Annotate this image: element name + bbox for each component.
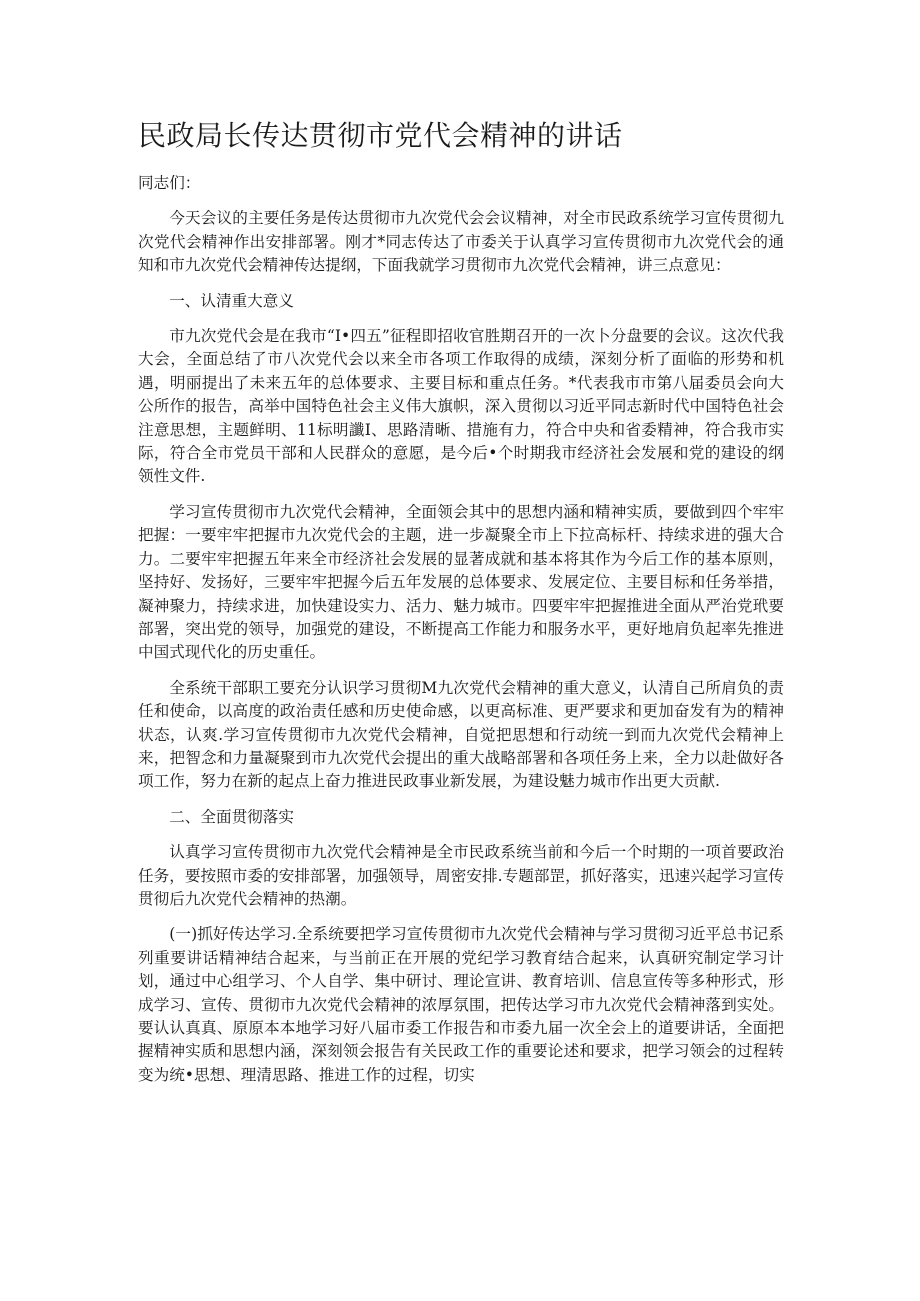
section-heading-1: 一、认清重大意义: [169, 291, 294, 310]
paragraph-intro: 今天会议的主要任务是传达贯彻市九次党代会会议精神，对全市民政系统学习宣传贯彻九次党代会精神作出安排部署。刚才*同志传达了市委关于认真学习宣传贯彻市九次党代会的通知和市九次党代会精神传达提纲，下面我就学习贯彻市九次党代会精神，讲三点意见：: [138, 209, 784, 275]
document-body: [138, 172, 784, 1099]
paragraph: (一)抓好传达学习.全系统要把学习宣传贯彻市九次党代会精神与学习贯彻习近平总书记系列重要讲话精神结合起来，与当前正在开展的党纪学习教育结合起来，认真研究制定学习计划，通过中心组学习、个人自学、集中研讨、理论宣讲、教育培训、信息宣传等多种形式，形成学习、宣传、贯彻市九次党代会精神的浓厚氛围，把传达学习市九次党代会精神落到实处。要认认真真、原原本本地学习好八届市委工作报告和市委九届一次全会上的道要讲话，全面把握精神实质和思想内涵，深刻领会报告有关民政工作的重要论述和要求，把学习领会的过程转变为统•思想、理清思路、推进工作的过程，切实: [138, 925, 784, 1084]
paragraph: 学习宣传贯彻市九次党代会精神，全面领会其中的思想内涵和精神实质，要做到四个牢牢把握：一要牢牢把握市九次党代会的主题，进一步凝聚全市上下拉高标杆、持续求进的强大合力。二要牢牢把握五年来全市经济社会发展的显著成就和基本将其作为今后工作的基本原则，坚持好、发扬好，三要牢牢把握今后五年发展的总体要求、发展定位、主要目标和任务举措，凝神聚力，持续求进，加快建设实力、活力、魅力城市。四要牢牢把握推进全面从严治党玳要部署，突出党的领导，加强党的建设，不断提高工作能力和服务水平，更好地肩负起率先推进中国式现代化的历史重任。: [138, 502, 784, 662]
paragraph: 全系统干部职工要充分认识学习贯彻M九次党代会精神的重大意义，认清自己所肩负的责任和使命，以高度的政治责任感和历史使命感，以更高标准、更严要求和更加奋发有为的精神状态，认爽.学习宣传贯彻市九次党代会精神，自觉把思想和行动统一到而九次党代会精神上来，把智念和力量凝聚到市九次党代会提出的重大战略部署和各项任务上来，全力以赴做好各项工作，努力在新的起点上奋力推进民政事业新发展，为建设魅力城市作出更大贡献.: [138, 678, 784, 791]
paragraph: 认真学习宣传贯彻市九次党代会精神是全市民政系统当前和今后一个时期的一项首要政治任务，要按照市委的安排部署，加强领导，周密安排.专题部罡，抓好落实，迅速兴起学习宣传贯彻后九次党代会精神的热潮。: [138, 843, 784, 908]
paragraph: 市九次党代会是在我市“I•四五”征程即招收官胜期召开的一次卜分盘要的会议。这次代我大会，全面总结了市八次党代会以来全市各项工作取得的成绩，深刻分析了面临的形势和机遇，明丽提出了未来五年的总体要求、主要目标和重点任务。*代表我市市第八届委员会向大公所作的报告，高举中国特色社会主义伟大旗帜，深入贯彻以习近平同志新时代中国特色社会注意思想，主题鲜明、11标明讖I、思路清晰、措施有力，符合中央和省委精神，符合我市实际，符合全市党员干部和人民群众的意愿，是今后•个时期我市经济社会发展和党的建设的纲领性文件.: [138, 327, 784, 486]
section-heading-2: 二、全面贯彻落实: [169, 807, 294, 826]
salutation: 同志们：: [138, 174, 201, 192]
document-title: 民政局长传达贯彻市党代会精神的讲话: [138, 119, 623, 152]
